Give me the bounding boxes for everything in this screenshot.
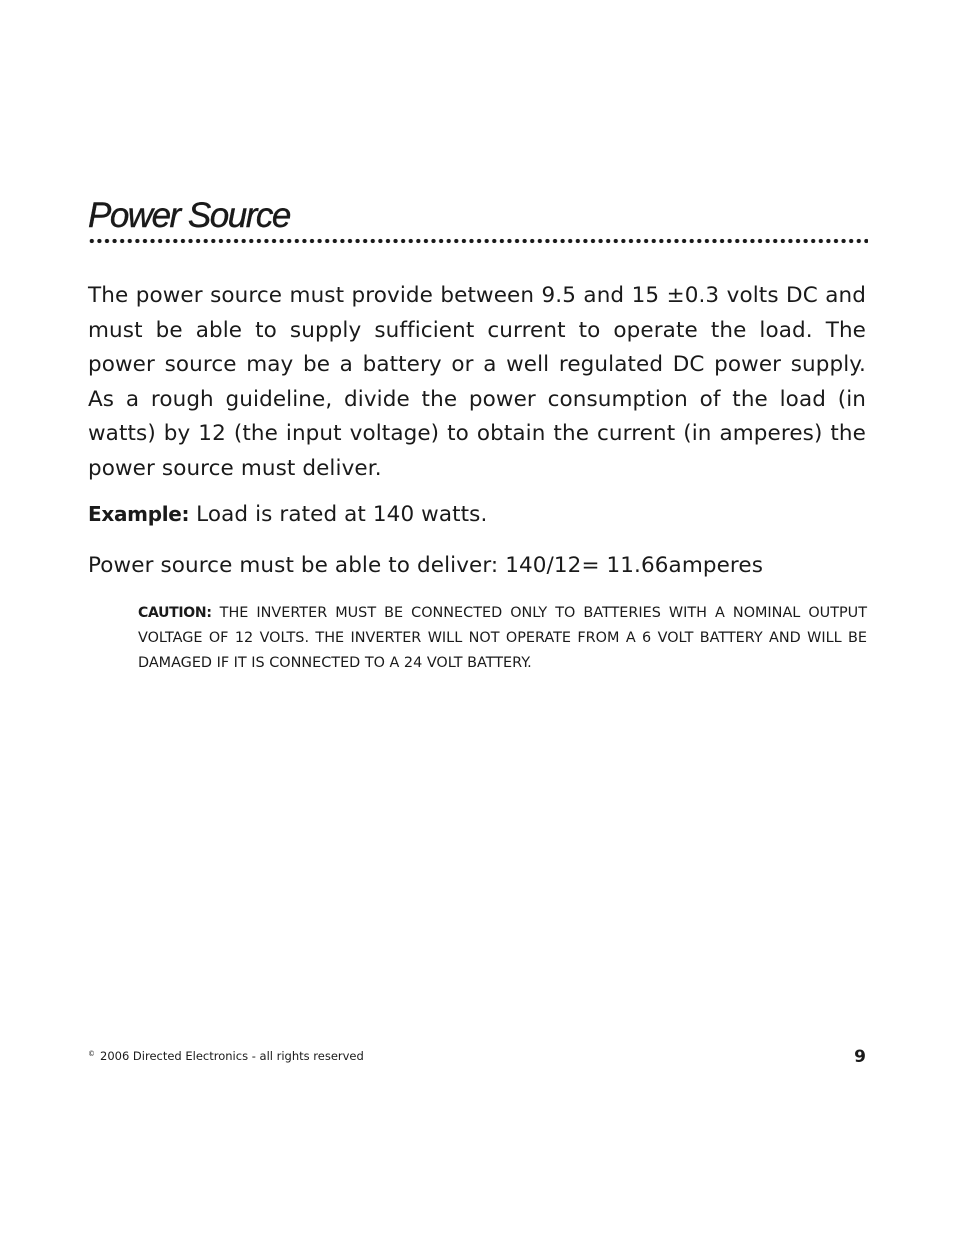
caution-label: CAUTION:: [138, 605, 212, 621]
power-source-paragraph: The power source must provide between 9.5 and 15 ±0.3 volts DC and must be able to supply sufficient current to operate the load. The power source may be a battery or a well regulated DC power supply. As a rough guideline, divide the power consumption of the load (in watts) by 12 (the input voltage) to obtain the current (in amperes) the power source must deliver.: [88, 283, 866, 481]
example-text: Load is rated at 140 watts.: [189, 502, 488, 527]
page-number: 9: [854, 1047, 866, 1067]
copyright-footer: [88, 1049, 364, 1063]
section-title: Power Source: [88, 196, 290, 235]
example-paragraph: [88, 497, 866, 533]
caution-note: [138, 601, 867, 676]
copyright-symbol: ©: [88, 1050, 95, 1058]
dotted-divider: [88, 238, 868, 244]
example-label: Example:: [88, 502, 190, 526]
delivery-calculation: Power source must be able to deliver: 140/12= 11.66amperes: [88, 553, 764, 578]
copyright-text: 2006 Directed Electronics - all rights reserved: [100, 1049, 364, 1063]
caution-text: THE INVERTER MUST BE CONNECTED ONLY TO BATTERIES WITH A NOMINAL OUTPUT VOLTAGE OF 12 VOLTS. THE INVERTER WILL NOT OPERATE FROM A 6 VOLT BATTERY AND WILL BE DAMAGED IF IT IS CONNECTED TO A 24 VOLT BATTERY.: [138, 605, 867, 671]
